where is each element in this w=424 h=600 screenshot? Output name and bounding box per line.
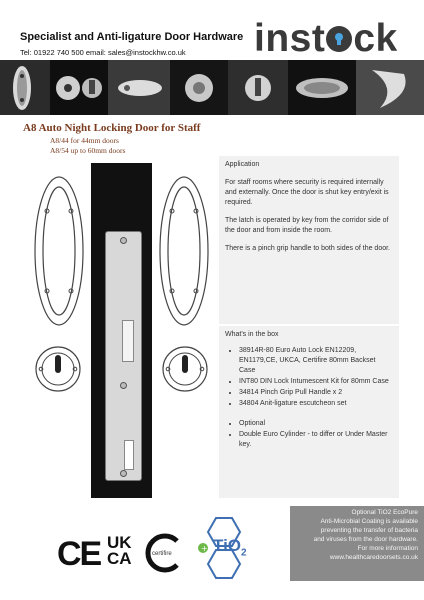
eco-website[interactable]: www.healthcaredoorsets.co.uk — [329, 554, 418, 561]
ecopure-text — [290, 508, 418, 562]
list-item: • Optional — [239, 419, 393, 429]
list-item: • 34814 Pinch Grip Pull Handle x 2 — [239, 388, 393, 398]
product-title: A8 Auto Night Locking Door for Staff — [23, 122, 201, 134]
application-heading: Application — [225, 161, 260, 168]
product-variant-54: A8/54 up to 60mm doors — [50, 146, 126, 155]
eco-line: For more information — [357, 545, 418, 552]
banner-images — [0, 60, 424, 115]
ce-mark: CE — [57, 535, 101, 573]
list-item: • INT80 DIN Lock Intumescent Kit for 80mm Case — [239, 377, 393, 387]
tio2-sub: 2 — [241, 547, 247, 559]
logo-text-right: ck — [353, 17, 398, 60]
escutcheon-right — [160, 344, 210, 394]
box-heading: What's in the box — [225, 331, 279, 338]
ukca-top: UK — [107, 533, 132, 552]
application-p2: The latch is operated by key from the corridor side of the door and from inside the room. — [225, 217, 389, 234]
pinch-grip-handle-right — [158, 175, 210, 327]
tagline: Specialist and Anti-ligature Door Hardware — [20, 31, 244, 43]
tio2-main: TiO — [213, 536, 242, 555]
eco-line: and viruses from the door hardware. — [313, 536, 418, 543]
list-item: • Double Euro Cylinder - to differ or Under Master key. — [239, 430, 393, 450]
latch-bolt — [122, 320, 134, 362]
instock-logo — [254, 19, 398, 59]
ukca-mark — [107, 535, 132, 567]
door-edge-lock — [91, 163, 152, 498]
list-item: • 38914R-80 Euro Auto Lock EN12209, EN1179,CE, UKCA, Certifire 80mm Backset Case — [239, 346, 393, 376]
optional-list — [225, 419, 393, 450]
pinch-grip-handle-left — [33, 175, 85, 327]
application-p1: For staff rooms where security is required internally and externally. Once the door is shut key entry/exit is required. — [225, 179, 389, 206]
ukca-bottom: CA — [107, 549, 132, 568]
eco-line: preventing the transfer of bacteria — [320, 527, 418, 534]
eco-line: Optional TiO2 EcoPure — [351, 509, 418, 516]
keyhole-icon — [326, 26, 352, 52]
box-contents-panel — [219, 326, 399, 498]
contact-line: Tel: 01922 740 500 email: sales@instockhw.co.uk — [20, 48, 186, 57]
svg-text:+: + — [201, 544, 208, 553]
box-items-list — [225, 346, 393, 409]
eco-line: Anti-Microbial Coating is available — [320, 518, 418, 525]
lock-forend — [105, 231, 142, 481]
certifire-text: certifire — [152, 551, 172, 557]
product-banner — [0, 60, 424, 115]
escutcheon-left — [33, 344, 83, 394]
application-p3: There is a pinch grip handle to both sides of the door. — [225, 245, 390, 252]
application-panel — [219, 156, 399, 324]
logo-text-left: inst — [254, 17, 326, 60]
list-item: • 34804 Anit-ligature escutcheon set — [239, 399, 393, 409]
tio2-text — [213, 536, 247, 558]
dead-bolt — [124, 440, 134, 470]
product-variant-44: A8/44 for 44mm doors — [50, 136, 119, 145]
